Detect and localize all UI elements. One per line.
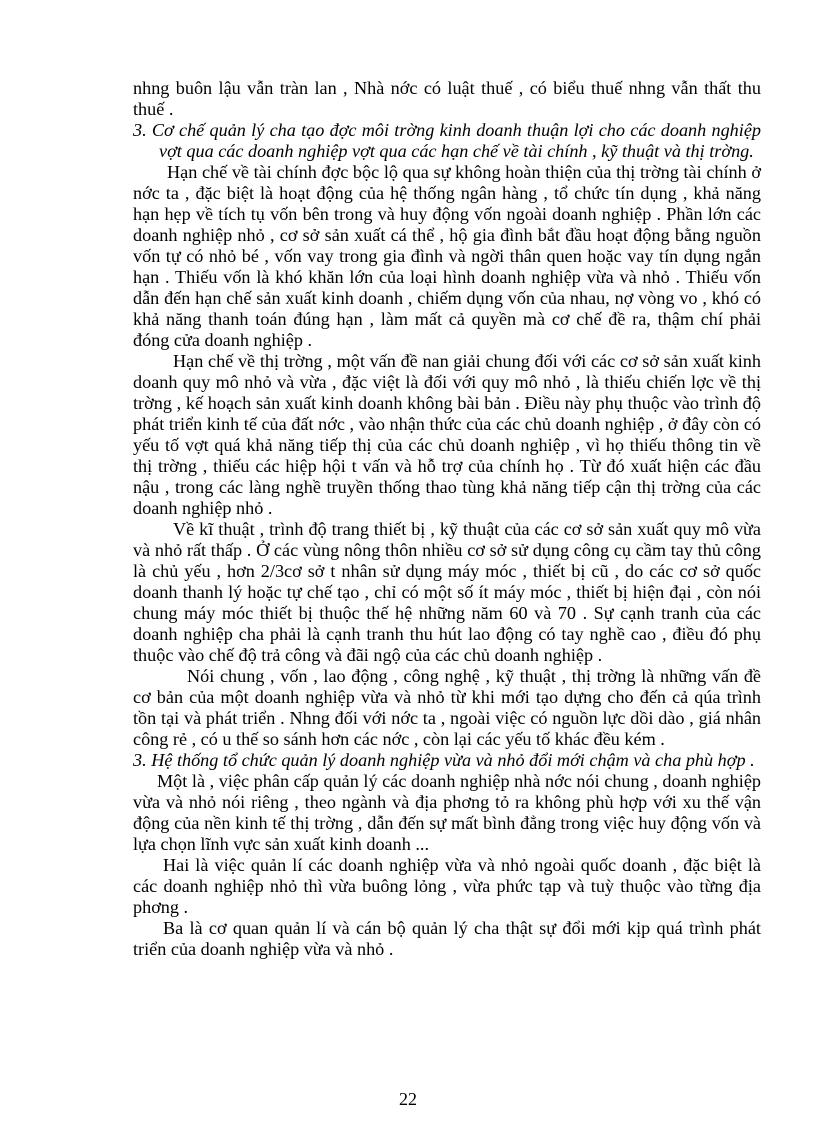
- paragraph-third-point: Ba là cơ quan quản lí và cán bộ quản lý cha thật sự đổi mới kịp quá trình phát triển của doanh nghiệp vừa và nhỏ .: [133, 918, 761, 959]
- paragraph-second-point: Hai là việc quản lí các doanh nghiệp vừa và nhỏ ngoài quốc doanh , đặc biệt là các doanh nghiệp nhỏ thì vừa buông lỏng , vừa phức tạp và tuỳ thuộc vào từng địa phơng .: [133, 855, 761, 917]
- paragraph-first-point: Một là , việc phân cấp quản lý các doanh nghiệp nhà nớc nói chung , doanh nghiệp vừa và nhỏ nói riêng , theo ngành và địa phơng tỏ ra không phù hợp với xu thế vận động của nền kinh tế thị trờng , dẫn đến sự mất bình đẳng trong việc huy động vốn và lựa chọn lĩnh vực sản xuất kinh doanh ...: [133, 771, 761, 854]
- paragraph-market: Hạn chế về thị trờng , một vấn đề nan giải chung đối với các cơ sở sản xuất kinh doanh quy mô nhỏ và vừa , đặc việt là đối với quy mô nhỏ , là thiếu chiến lợc về thị trờng , kế hoạch sản xuất kinh doanh không bài bản . Điều này phụ thuộc vào trình độ phát triển kinh tế của đất nớc , vào nhận thức của các chủ doanh nghiệp , ở đây còn có yếu tố vợt quá khả năng tiếp thị của các chủ doanh nghiệp , vì họ thiếu thông tin về thị trờng , thiếu các hiệp hội t vấn và hỗ trợ của chính họ . Từ đó xuất hiện các đầu nậu , trong các làng nghề truyền thống thao tùng khả năng tiếp cận thị trờng của các doanh nghiệp nhỏ .: [133, 351, 761, 518]
- section-heading-mechanism: 3. Cơ chế quản lý cha tạo đợc môi trờng kinh doanh thuận lợi cho các doanh nghiệp vợt qua các doanh nghiệp vợt qua các hạn chế về tài chính , kỹ thuật và thị trờng.: [133, 120, 761, 161]
- section-heading-organization: 3. Hệ thống tổ chức quản lý doanh nghiệp vừa và nhỏ đổi mới chậm và cha phù hợp .: [133, 750, 755, 770]
- document-body: [133, 78, 761, 960]
- paragraph-summary: Nói chung , vốn , lao động , công nghệ , kỹ thuật , thị trờng là những vấn đề cơ bản của một doanh nghiệp vừa và nhỏ từ khi mới tạo dựng cho đến cả qúa trình tồn tại và phát triển . Nhng đối với nớc ta , ngoài việc có nguồn lực dồi dào , giá nhân công rẻ , có u thế so sánh hơn các nớc , còn lại các yếu tố khác đều kém .: [133, 666, 761, 749]
- paragraph-technology: Về kĩ thuật , trình độ trang thiết bị , kỹ thuật của các cơ sở sản xuất quy mô vừa và nhỏ rất thấp . Ở các vùng nông thôn nhiều cơ sở sử dụng công cụ cầm tay thủ công là chủ yếu , hơn 2/3cơ sở t nhân sử dụng máy móc , thiết bị cũ , do các cơ sở quốc doanh thanh lý hoặc tự chế tạo , chỉ có một số ít máy móc , thiết bị hiện đại , còn nói chung máy móc thiết bị thuộc thế hệ những năm 60 và 70 . Sự cạnh tranh của các doanh nghiệp cha phải là cạnh tranh thu hút lao động có tay nghề cao , điều đó phụ thuộc vào chế độ trả công và đãi ngộ của các chủ doanh nghiệp .: [133, 519, 761, 665]
- paragraph-continuation: nhng buôn lậu vẫn tràn lan , Nhà nớc có luật thuế , có biểu thuế nhng vẫn thất thu thuế .: [133, 78, 761, 119]
- page-number: 22: [399, 1089, 417, 1109]
- paragraph-finance: Hạn chế về tài chính đợc bộc lộ qua sự không hoàn thiện của thị trờng tài chính ở nớc ta , đặc biệt là hoạt động của hệ thống ngân hàng , tổ chức tín dụng , khả năng hạn hẹp về tích tụ vốn bên trong và huy động vốn ngoài doanh nghiệp . Phần lớn các doanh nghiệp nhỏ , cơ sở sản xuất cá thể , hộ gia đình bắt đầu hoạt động bằng nguồn vốn tự có nhỏ bé , vốn vay trong gia đình và ngời thân quen hoặc vay tín dụng ngắn hạn . Thiếu vốn là khó khăn lớn của loại hình doanh nghiệp vừa và nhỏ . Thiếu vốn dẫn đến hạn chế sản xuất kinh doanh , chiếm dụng vốn của nhau, nợ vòng vo , khó có khả năng thanh toán đúng hạn , làm mất cả quyền mà cơ chế đề ra, thậm chí phải đóng cửa doanh nghiệp .: [133, 162, 761, 350]
